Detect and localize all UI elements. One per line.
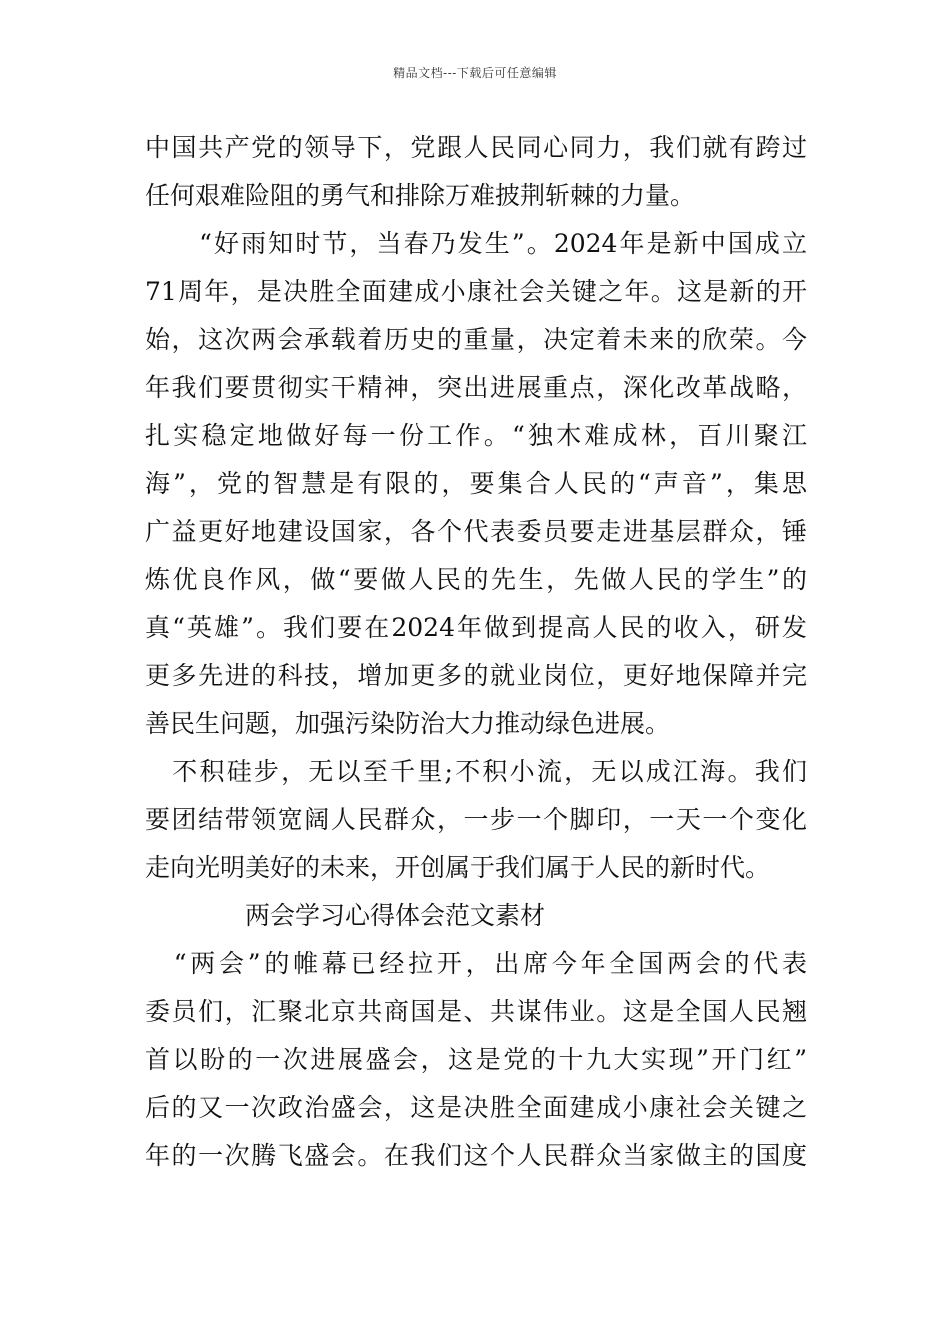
text-line: 年我们要贯彻实干精神，突出进展重点，深化改革战略， bbox=[145, 373, 807, 402]
text-line: 中国共产党的领导下，党跟人民同心同力，我们就有跨过 bbox=[145, 133, 807, 162]
page-header: 精品文档---下载后可任意编辑 bbox=[393, 66, 557, 80]
text-line: 走向光明美好的未来，开创属于我们属于人民的新时代。 bbox=[145, 853, 771, 882]
text-line: 始，这次两会承载着历史的重量，决定着未来的欣荣。今 bbox=[145, 325, 807, 354]
text-line: 后的又一次政治盛会，这是决胜全面建成小康社会关键之 bbox=[145, 1093, 807, 1122]
text-line: 委员们，汇聚北京共商国是、共谋伟业。这是全国人民翘 bbox=[145, 997, 807, 1026]
text-line: 不积硅步，无以至千里;不积小流，无以成江海。我们 bbox=[145, 757, 807, 786]
text-line: 71周年，是决胜全面建成小康社会关键之年。这是新的开 bbox=[145, 277, 807, 306]
text-line: 炼优良作风，做“要做人民的先生，先做人民的学生”的 bbox=[145, 565, 807, 594]
text-line: 要团结带领宽阔人民群众，一步一个脚印，一天一个变化 bbox=[145, 805, 807, 834]
text-line: “两会”的帷幕已经拉开，出席今年全国两会的代表 bbox=[145, 949, 807, 978]
text-line: 首以盼的一次进展盛会，这是党的十九大实现”开门红” bbox=[145, 1045, 807, 1074]
text-line: 善民生问题，加强污染防治大力推动绿色进展。 bbox=[145, 709, 671, 738]
text-line: 更多先进的科技，增加更多的就业岗位，更好地保障并完 bbox=[145, 661, 807, 690]
text-line: 广益更好地建设国家，各个代表委员要走进基层群众，锤 bbox=[145, 517, 807, 546]
text-line: 海”，党的智慧是有限的，要集合人民的“声音”，集思 bbox=[145, 469, 807, 498]
document-body bbox=[145, 124, 807, 1180]
text-line: 扎实稳定地做好每一份工作。“独木难成林，百川聚江 bbox=[145, 421, 807, 450]
text-line: 真“英雄”。我们要在2024年做到提高人民的收入，研发 bbox=[145, 613, 807, 642]
text-line: 任何艰难险阻的勇气和排除万难披荆斩棘的力量。 bbox=[145, 181, 696, 210]
text-line: 年的一次腾飞盛会。在我们这个人民群众当家做主的国度 bbox=[145, 1141, 807, 1170]
text-line: “好雨知时节，当春乃发生”。2024年是新中国成立 bbox=[145, 229, 807, 258]
section-heading: 两会学习心得体会范文素材 bbox=[245, 901, 546, 930]
